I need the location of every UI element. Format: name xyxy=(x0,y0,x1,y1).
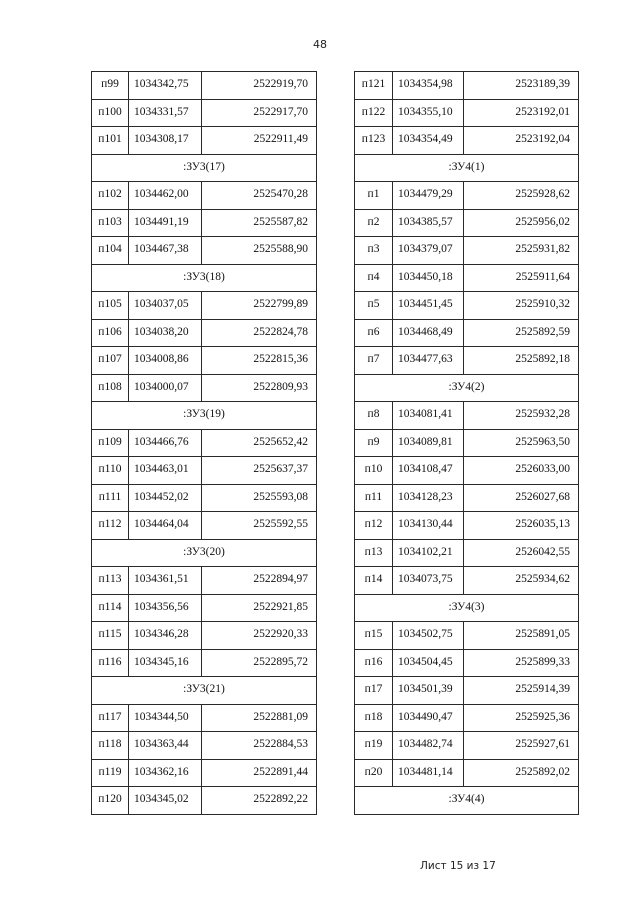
y-coordinate: 2525956,02 xyxy=(464,209,579,237)
coordinate-row xyxy=(92,182,317,210)
coordinate-row xyxy=(92,429,317,457)
y-coordinate: 2525963,50 xyxy=(464,429,579,457)
right-coordinates-table xyxy=(354,71,579,815)
x-coordinate: 1034073,75 xyxy=(393,567,464,595)
y-coordinate: 2522824,78 xyxy=(202,319,317,347)
coordinate-row xyxy=(355,732,579,760)
point-id: п105 xyxy=(92,292,129,320)
coordinate-row xyxy=(92,457,317,485)
point-id: п20 xyxy=(355,759,393,787)
y-coordinate: 2522895,72 xyxy=(202,649,317,677)
y-coordinate: 2522815,36 xyxy=(202,347,317,375)
point-id: п109 xyxy=(92,429,129,457)
point-id: п113 xyxy=(92,567,129,595)
coordinate-row xyxy=(92,99,317,127)
x-coordinate: 1034037,05 xyxy=(129,292,202,320)
x-coordinate: 1034346,28 xyxy=(129,622,202,650)
y-coordinate: 2522799,89 xyxy=(202,292,317,320)
coordinate-row xyxy=(92,209,317,237)
x-coordinate: 1034491,19 xyxy=(129,209,202,237)
page-number: 48 xyxy=(313,38,327,51)
y-coordinate: 2525587,82 xyxy=(202,209,317,237)
x-coordinate: 1034361,51 xyxy=(129,567,202,595)
y-coordinate: 2525588,90 xyxy=(202,237,317,265)
coordinate-row xyxy=(92,512,317,540)
x-coordinate: 1034331,57 xyxy=(129,99,202,127)
x-coordinate: 1034468,49 xyxy=(393,319,464,347)
y-coordinate: 2525934,62 xyxy=(464,567,579,595)
y-coordinate: 2522920,33 xyxy=(202,622,317,650)
x-coordinate: 1034477,63 xyxy=(393,347,464,375)
coordinate-row xyxy=(355,292,579,320)
x-coordinate: 1034130,44 xyxy=(393,512,464,540)
coordinate-row xyxy=(355,457,579,485)
point-id: п8 xyxy=(355,402,393,430)
point-id: п1 xyxy=(355,182,393,210)
y-coordinate: 2522921,85 xyxy=(202,594,317,622)
coordinate-row xyxy=(355,72,579,100)
x-coordinate: 1034089,81 xyxy=(393,429,464,457)
x-coordinate: 1034128,23 xyxy=(393,484,464,512)
plot-label: :ЗУ3(20) xyxy=(92,539,317,567)
x-coordinate: 1034038,20 xyxy=(129,319,202,347)
point-id: п3 xyxy=(355,237,393,265)
y-coordinate: 2525593,08 xyxy=(202,484,317,512)
point-id: п114 xyxy=(92,594,129,622)
x-coordinate: 1034450,18 xyxy=(393,264,464,292)
coordinate-row xyxy=(355,649,579,677)
y-coordinate: 2523192,01 xyxy=(464,99,579,127)
coordinate-row xyxy=(355,182,579,210)
x-coordinate: 1034482,74 xyxy=(393,732,464,760)
y-coordinate: 2525652,42 xyxy=(202,429,317,457)
point-id: п112 xyxy=(92,512,129,540)
y-coordinate: 2525899,33 xyxy=(464,649,579,677)
x-coordinate: 1034345,02 xyxy=(129,787,202,815)
coordinate-row xyxy=(92,704,317,732)
coordinate-row xyxy=(92,292,317,320)
y-coordinate: 2523192,04 xyxy=(464,127,579,155)
coordinate-row xyxy=(92,759,317,787)
point-id: п117 xyxy=(92,704,129,732)
y-coordinate: 2522917,70 xyxy=(202,99,317,127)
y-coordinate: 2525637,37 xyxy=(202,457,317,485)
y-coordinate: 2525891,05 xyxy=(464,622,579,650)
point-id: п119 xyxy=(92,759,129,787)
coordinate-row xyxy=(92,649,317,677)
y-coordinate: 2522881,09 xyxy=(202,704,317,732)
point-id: п104 xyxy=(92,237,129,265)
y-coordinate: 2525925,36 xyxy=(464,704,579,732)
point-id: п118 xyxy=(92,732,129,760)
x-coordinate: 1034342,75 xyxy=(129,72,202,100)
y-coordinate: 2525914,39 xyxy=(464,677,579,705)
point-id: п122 xyxy=(355,99,393,127)
plot-label: :ЗУ3(17) xyxy=(92,154,317,182)
point-id: п9 xyxy=(355,429,393,457)
y-coordinate: 2525892,59 xyxy=(464,319,579,347)
y-coordinate: 2525470,28 xyxy=(202,182,317,210)
coordinate-row xyxy=(355,127,579,155)
coordinate-row xyxy=(355,704,579,732)
y-coordinate: 2525932,28 xyxy=(464,402,579,430)
coordinate-row xyxy=(92,787,317,815)
point-id: п12 xyxy=(355,512,393,540)
coordinate-row xyxy=(355,759,579,787)
x-coordinate: 1034354,98 xyxy=(393,72,464,100)
point-id: п111 xyxy=(92,484,129,512)
y-coordinate: 2525928,62 xyxy=(464,182,579,210)
point-id: п16 xyxy=(355,649,393,677)
plot-label: :ЗУ3(18) xyxy=(92,264,317,292)
y-coordinate: 2522891,44 xyxy=(202,759,317,787)
point-id: п15 xyxy=(355,622,393,650)
y-coordinate: 2523189,39 xyxy=(464,72,579,100)
x-coordinate: 1034467,38 xyxy=(129,237,202,265)
x-coordinate: 1034479,29 xyxy=(393,182,464,210)
x-coordinate: 1034081,41 xyxy=(393,402,464,430)
plot-label: :ЗУ4(4) xyxy=(355,787,579,815)
x-coordinate: 1034356,56 xyxy=(129,594,202,622)
plot-label: :ЗУ3(21) xyxy=(92,677,317,705)
point-id: п107 xyxy=(92,347,129,375)
y-coordinate: 2522911,49 xyxy=(202,127,317,155)
point-id: п103 xyxy=(92,209,129,237)
point-id: п101 xyxy=(92,127,129,155)
plot-header-row xyxy=(355,154,579,182)
plot-label: :ЗУ4(3) xyxy=(355,594,579,622)
x-coordinate: 1034481,14 xyxy=(393,759,464,787)
x-coordinate: 1034501,39 xyxy=(393,677,464,705)
x-coordinate: 1034463,01 xyxy=(129,457,202,485)
coordinate-row xyxy=(355,319,579,347)
point-id: п11 xyxy=(355,484,393,512)
x-coordinate: 1034462,00 xyxy=(129,182,202,210)
x-coordinate: 1034385,57 xyxy=(393,209,464,237)
y-coordinate: 2525892,18 xyxy=(464,347,579,375)
y-coordinate: 2522919,70 xyxy=(202,72,317,100)
point-id: п115 xyxy=(92,622,129,650)
y-coordinate: 2525592,55 xyxy=(202,512,317,540)
plot-header-row xyxy=(92,539,317,567)
coordinate-row xyxy=(92,237,317,265)
x-coordinate: 1034452,02 xyxy=(129,484,202,512)
point-id: п123 xyxy=(355,127,393,155)
x-coordinate: 1034490,47 xyxy=(393,704,464,732)
point-id: п5 xyxy=(355,292,393,320)
x-coordinate: 1034344,50 xyxy=(129,704,202,732)
plot-header-row xyxy=(355,374,579,402)
y-coordinate: 2525931,82 xyxy=(464,237,579,265)
point-id: п14 xyxy=(355,567,393,595)
x-coordinate: 1034345,16 xyxy=(129,649,202,677)
coordinate-row xyxy=(355,347,579,375)
point-id: п19 xyxy=(355,732,393,760)
point-id: п116 xyxy=(92,649,129,677)
point-id: п110 xyxy=(92,457,129,485)
x-coordinate: 1034451,45 xyxy=(393,292,464,320)
coordinate-row xyxy=(92,347,317,375)
left-coordinates-table xyxy=(91,71,317,815)
coordinate-row xyxy=(355,237,579,265)
y-coordinate: 2525910,32 xyxy=(464,292,579,320)
point-id: п18 xyxy=(355,704,393,732)
coordinate-row xyxy=(92,567,317,595)
x-coordinate: 1034363,44 xyxy=(129,732,202,760)
x-coordinate: 1034379,07 xyxy=(393,237,464,265)
point-id: п102 xyxy=(92,182,129,210)
y-coordinate: 2522809,93 xyxy=(202,374,317,402)
plot-label: :ЗУ4(2) xyxy=(355,374,579,402)
point-id: п121 xyxy=(355,72,393,100)
coordinate-row xyxy=(355,677,579,705)
coordinate-row xyxy=(92,732,317,760)
coordinate-row xyxy=(355,512,579,540)
coordinate-row xyxy=(355,264,579,292)
x-coordinate: 1034008,86 xyxy=(129,347,202,375)
x-coordinate: 1034000,07 xyxy=(129,374,202,402)
y-coordinate: 2525927,61 xyxy=(464,732,579,760)
x-coordinate: 1034102,21 xyxy=(393,539,464,567)
y-coordinate: 2526027,68 xyxy=(464,484,579,512)
x-coordinate: 1034355,10 xyxy=(393,99,464,127)
x-coordinate: 1034354,49 xyxy=(393,127,464,155)
x-coordinate: 1034464,04 xyxy=(129,512,202,540)
point-id: п17 xyxy=(355,677,393,705)
x-coordinate: 1034504,45 xyxy=(393,649,464,677)
point-id: п7 xyxy=(355,347,393,375)
coordinate-row xyxy=(355,484,579,512)
plot-header-row xyxy=(92,264,317,292)
y-coordinate: 2526033,00 xyxy=(464,457,579,485)
plot-header-row xyxy=(92,402,317,430)
x-coordinate: 1034466,76 xyxy=(129,429,202,457)
point-id: п10 xyxy=(355,457,393,485)
coordinate-row xyxy=(355,402,579,430)
x-coordinate: 1034502,75 xyxy=(393,622,464,650)
point-id: п120 xyxy=(92,787,129,815)
coordinate-row xyxy=(355,429,579,457)
coordinate-row xyxy=(92,622,317,650)
point-id: п100 xyxy=(92,99,129,127)
coordinate-row xyxy=(92,594,317,622)
point-id: п99 xyxy=(92,72,129,100)
y-coordinate: 2526035,13 xyxy=(464,512,579,540)
coordinate-row xyxy=(92,127,317,155)
plot-label: :ЗУ3(19) xyxy=(92,402,317,430)
y-coordinate: 2522884,53 xyxy=(202,732,317,760)
y-coordinate: 2525892,02 xyxy=(464,759,579,787)
y-coordinate: 2522892,22 xyxy=(202,787,317,815)
plot-header-row xyxy=(92,154,317,182)
y-coordinate: 2525911,64 xyxy=(464,264,579,292)
y-coordinate: 2526042,55 xyxy=(464,539,579,567)
coordinate-row xyxy=(92,72,317,100)
plot-header-row xyxy=(355,594,579,622)
point-id: п4 xyxy=(355,264,393,292)
coordinate-row xyxy=(355,567,579,595)
y-coordinate: 2522894,97 xyxy=(202,567,317,595)
coordinate-row xyxy=(355,622,579,650)
point-id: п13 xyxy=(355,539,393,567)
plot-header-row xyxy=(92,677,317,705)
coordinate-row xyxy=(92,484,317,512)
x-coordinate: 1034362,16 xyxy=(129,759,202,787)
coordinate-row xyxy=(92,319,317,347)
coordinate-row xyxy=(355,209,579,237)
x-coordinate: 1034108,47 xyxy=(393,457,464,485)
coordinate-row xyxy=(92,374,317,402)
point-id: п106 xyxy=(92,319,129,347)
coordinate-row xyxy=(355,539,579,567)
x-coordinate: 1034308,17 xyxy=(129,127,202,155)
sheet-footer: Лист 15 из 17 xyxy=(420,860,496,872)
coordinate-row xyxy=(355,99,579,127)
point-id: п6 xyxy=(355,319,393,347)
plot-header-row xyxy=(355,787,579,815)
point-id: п108 xyxy=(92,374,129,402)
point-id: п2 xyxy=(355,209,393,237)
plot-label: :ЗУ4(1) xyxy=(355,154,579,182)
